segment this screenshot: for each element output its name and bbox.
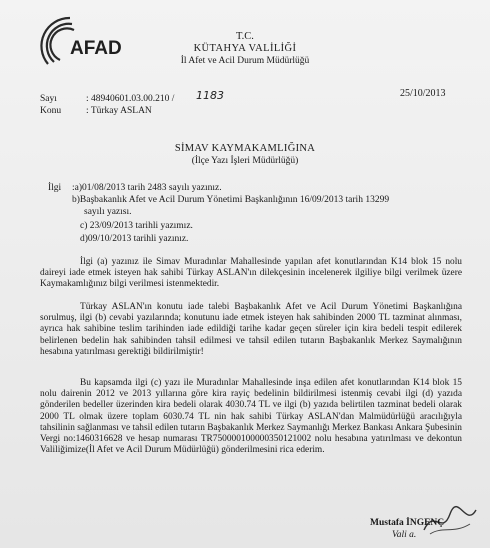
ilgi-item: c) 23/09/2013 tarihli yazımız. [80, 221, 193, 231]
handwritten-number: 1183 [196, 89, 224, 102]
logo-text: AFAD [70, 38, 122, 59]
body-paragraph-1: İlgi (a) yazınız ile Simav Muradınlar Mahallesinde yapılan afet konutlarından K14 blok 15 nolu daireyi iade etmek isteyen hak sahibi Türkay ASLAN'ın dilekçesinin incelenerek ilgiliye bilgi verilmek üzere Kaymakamlığınız bilgi verilmesi istenmektedir. [40, 257, 462, 290]
ilgi-label: İlgi [48, 183, 62, 193]
document-date: 25/10/2013 [400, 88, 446, 99]
signatory-title: Vali a. [392, 530, 417, 540]
body-paragraph-3: Bu kapsamda ilgi (c) yazı ile Muradınlar Mahallesinde inşa edilen afet konutlarından K14 blok 15 nolu dairenin 2012 ve 2013 yıllarına göre kira rayiç bedelinin bildirilmesi istenmiş cevabi ilgi (d) yazıda gönderilen bedeller üzerinden kira bedeli olarak 4030.74 TL ve ilgi (b) yazıda belirtilen tazminat bedeli olarak 2000 TL olmak üzere toplam 6030.74 TL nin hak sahibi Türkay ASLAN'dan Malmüdürlüğü aracılığıyla tahsilinin sağlanması ve tahsil edilen tutarın Başbakanlık Merkez Saymanlığı Merkez Bankası Ankara Şubesinin Vergi no:1460316628 ve hesap numarası TR750000100000350121002 nolu hesabına yatırılması ve dekontun Valiliğimize(İl Afet ve Acil Durum Müdürlüğü) gönderilmesini rica ederim. [40, 378, 462, 456]
recipient-title: SİMAV KAYMAKAMLIĞINA [174, 143, 316, 154]
konu-label: Konu [40, 106, 62, 116]
header-directorate: İl Afet ve Acil Durum Müdürlüğü [180, 56, 310, 66]
body-paragraph-2: Türkay ASLAN'ın konutu iade talebi Başbakanlık Afet ve Acil Durum Yönetimi Başkanlığına sorulmuş, ilgi (b) cevabi yazılarında; konutunu iade etmek isteyen hak sahibinden 2000 TL tazminat alınması, ayrıca hak sahibine teslim tarihinden iade edildiği tarihe kadar geçen süreler için kira bedeli tespit edilerek belirlenen bedelin hak sahibinden tahsil edilmesi ve tahsil edilen tutarın Başbakanlık Merkez Saymalığının hesabına yatırılması gerektiği bildirilmiştir! [40, 302, 462, 357]
sayi-label: Sayı [40, 94, 57, 104]
sayi-value: : 48940601.03.00.210 / [86, 94, 175, 104]
ilgi-item: d)09/10/2013 tarihli yazınız. [80, 234, 189, 244]
recipient-subtitle: (İlçe Yazı İşleri Müdürlüğü) [191, 156, 299, 166]
konu-value: : Türkay ASLAN [86, 106, 152, 116]
header-line-1: T.C. [236, 31, 254, 42]
ilgi-item: :a)01/08/2013 tarih 2483 sayılı yazınız. [72, 183, 222, 193]
signatory-name: Mustafa İNGENÇ [370, 518, 445, 528]
ilgi-item: sayılı yazısı. [84, 207, 132, 217]
header-governorship: KÜTAHYA VALİLİĞİ [193, 43, 297, 54]
ilgi-item: b)Başbakanlık Afet ve Acil Durum Yönetimi Başkanlığının 16/09/2013 tarih 13299 [72, 195, 390, 205]
